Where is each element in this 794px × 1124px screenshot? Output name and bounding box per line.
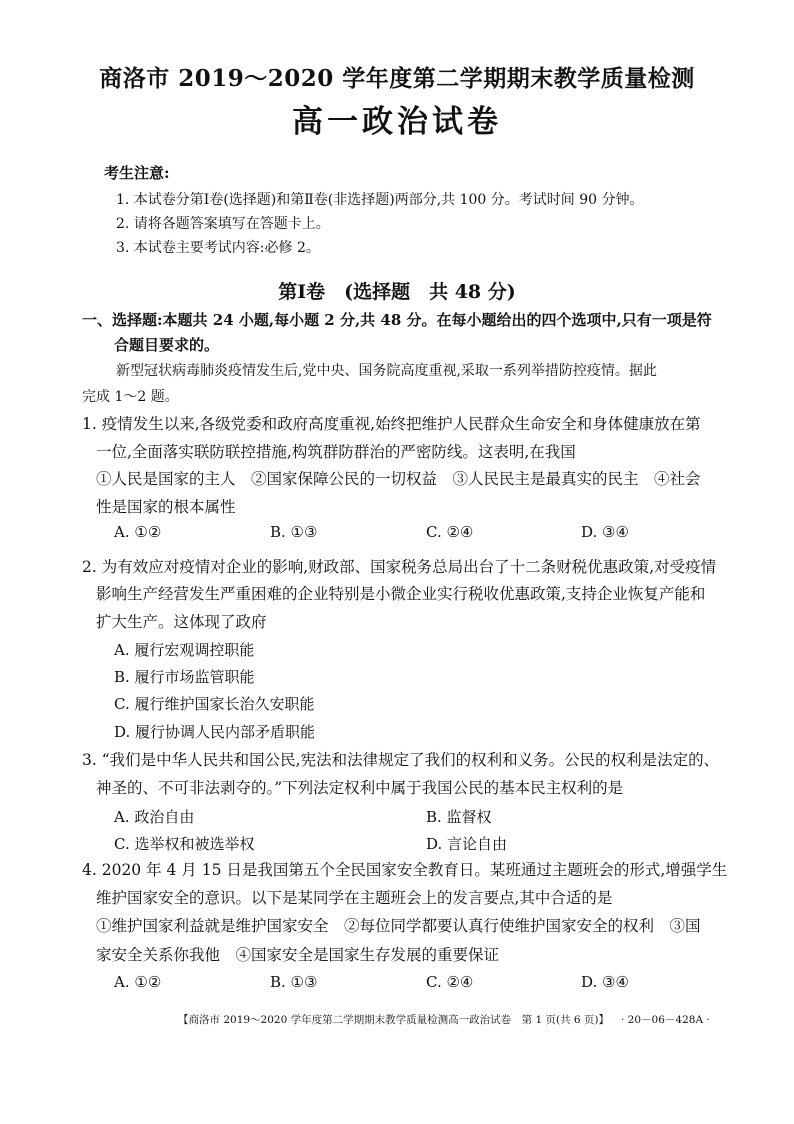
notice-heading: 考生注意: xyxy=(104,164,170,182)
question-1-option-b[interactable]: B. ①③ xyxy=(270,523,318,541)
question-4-option-a[interactable]: A. ①② xyxy=(114,973,162,991)
question-4-stem-cont: 维护国家安全的意识。以下是某同学在主题班会上的发言要点,其中合适的是 xyxy=(96,889,613,907)
question-3-stem-cont: 神圣的、不可非法剥夺的。”下列法定权利中属于我国公民的基本民主权利的是 xyxy=(96,779,624,797)
question-2-stem-cont: 扩大生产。这体现了政府 xyxy=(96,613,267,631)
question-1-option-c[interactable]: C. ②④ xyxy=(426,523,474,541)
question-1-option-d[interactable]: D. ③④ xyxy=(581,523,629,541)
notice-item: 3. 本试卷主要考试内容:必修 2。 xyxy=(116,240,320,256)
question-1-stem-cont: 一位,全面落实联防联控措施,构筑群防群治的严密防线。这表明,在我国 xyxy=(96,443,576,461)
section-instruction: 一、选择题:本题共 24 小题,每小题 2 分,共 48 分。在每小题给出的四个选项中,只有一项是符 xyxy=(82,311,712,329)
question-1-option-a[interactable]: A. ①② xyxy=(114,523,162,541)
question-2-stem-cont: 影响生产经营发生严重困难的企业特别是小微企业实行税收优惠政策,支持企业恢复产能和 xyxy=(96,585,706,603)
question-4-stem: 4. 2020 年 4 月 15 日是我国第五个全民国家安全教育日。某班通过主题班会的形式,增强学生 xyxy=(82,861,728,879)
question-2-option-a[interactable]: A. 履行宏观调控职能 xyxy=(114,641,255,659)
question-4-option-b[interactable]: B. ①③ xyxy=(270,973,318,991)
material-intro: 新型冠状病毒肺炎疫情发生后,党中央、国务院高度重视,采取一系列举措防控疫情。据此 xyxy=(116,363,657,379)
question-2-option-b[interactable]: B. 履行市场监管职能 xyxy=(114,668,255,686)
exam-title-line1: 商洛市 2019～2020 学年度第二学期期末教学质量检测 xyxy=(99,65,695,92)
notice-item: 1. 本试卷分第Ⅰ卷(选择题)和第Ⅱ卷(非选择题)两部分,共 100 分。考试时间 90 分钟。 xyxy=(116,192,644,208)
page-footer: 【商洛市 2019～2020 学年度第二学期期末教学质量检测高一政治试卷 第 1 页(共 6 页)】 xyxy=(178,1014,610,1026)
question-4-statements: ①维护国家利益就是维护国家安全 ②每位同学都要认真行使维护国家安全的权利 ③国 xyxy=(96,917,701,935)
question-2-stem: 2. 为有效应对疫情对企业的影响,财政部、国家税务总局出台了十二条财税优惠政策,对受疫情 xyxy=(82,558,717,576)
question-3-option-c[interactable]: C. 选举权和被选举权 xyxy=(114,835,255,853)
exam-code: · 20－06－428A · xyxy=(621,1014,710,1026)
material-intro-cont: 完成 1～2 题。 xyxy=(82,389,179,405)
question-2-option-d[interactable]: D. 履行协调人民内部矛盾职能 xyxy=(114,723,316,741)
question-4-statements-cont: 家安全关系你我他 ④国家安全是国家生存发展的重要保证 xyxy=(96,946,500,964)
question-1-statements-cont: 性是国家的根本属性 xyxy=(96,498,236,516)
question-1-stem: 1. 疫情发生以来,各级党委和政府高度重视,始终把维护人民群众生命安全和身体健康放在第 xyxy=(82,415,701,433)
exam-subject-title: 高一政治试卷 xyxy=(292,104,502,140)
question-4-option-c[interactable]: C. ②④ xyxy=(426,973,474,991)
notice-item: 2. 请将各题答案填写在答题卡上。 xyxy=(116,216,330,232)
question-4-option-d[interactable]: D. ③④ xyxy=(581,973,629,991)
question-2-option-c[interactable]: C. 履行维护国家长治久安职能 xyxy=(114,695,315,713)
question-3-option-b[interactable]: B. 监督权 xyxy=(426,808,492,826)
question-3-option-d[interactable]: D. 言论自由 xyxy=(426,835,508,853)
question-3-stem: 3. “我们是中华人民共和国公民,宪法和法律规定了我们的权利和义务。公民的权利是法定的、 xyxy=(82,751,720,769)
section-instruction-cont: 合题目要求的。 xyxy=(114,336,220,354)
question-1-statements: ①人民是国家的主人 ②国家保障公民的一切权益 ③人民民主是最真实的民主 ④社会 xyxy=(96,470,701,488)
question-3-option-a[interactable]: A. 政治自由 xyxy=(114,808,195,826)
part1-heading: 第Ⅰ卷 (选择题 共 48 分) xyxy=(278,281,516,303)
